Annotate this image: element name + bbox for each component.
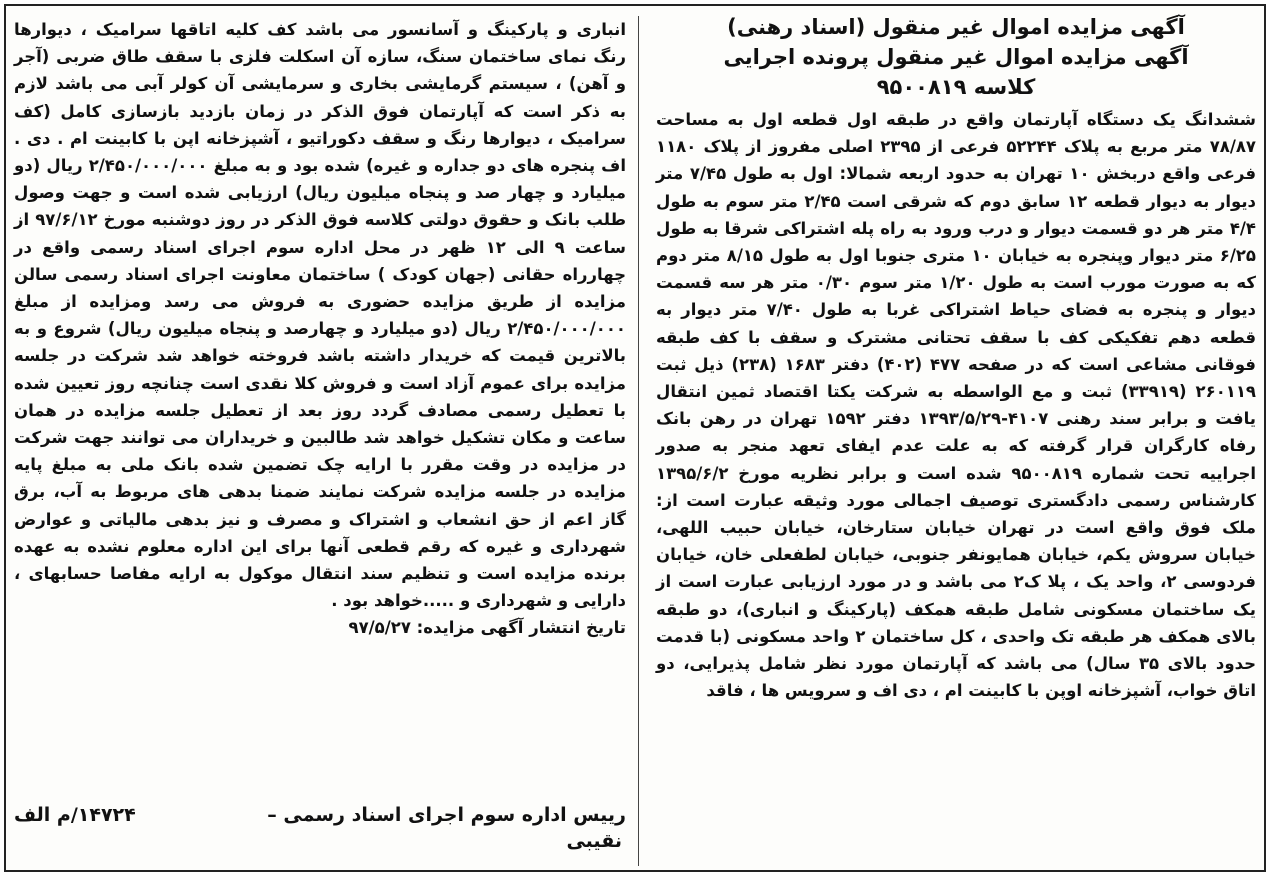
notice-frame [4,4,1266,872]
property-description: ششدانگ یک دستگاه آپارتمان واقع در طبقه اول قطعه اول به مساحت ۷۸/۸۷ متر مربع به پلاک ۵۲۲۴۴ فرعی از ۲۳۹۵ اصلی مفروز از پلاک ۱۱۸۰ فرعی واقع دربخش ۱۰ تهران به حدود اربعه شمالا: اول به طول ۷/۴۵ متر دیوار به دیوار قطعه ۱۲ سابق دوم که شرقی است ۲/۴۵ متر سوم به طول ۴/۴ متر هر دو قسمت دیوار و درب ورود به راه پله اشتراکی شرقا به طول ۶/۲۵ متر دیوار وپنجره به خیابان ۱۰ متری جنوبا اول به طول ۸/۱۵ متر دوم که به صورت مورب است به طول ۱/۲۰ متر سوم ۰/۳۰ متر هر سه قسمت دیوار و پنجره به فضای حیاط اشتراکی غربا به طول ۷/۴۰ متر دیوار به قطعه دهم تفکیکی کف با سقف تحتانی مشترک و سقف با کف طبقه فوقانی مشاعی است که در صفحه ۴۷۷ (۴۰۲) دفتر ۱۶۸۳ (۲۳۸) ذیل ثبت ۲۶۰۱۱۹ (۳۳۹۱۹) ثبت و مع الواسطه به شرکت یکتا اقتصاد ثمین انتقال یافت و برابر سند رهنی ۴۱۰۷-۱۳۹۳/۵/۲۹ دفتر ۱۵۹۲ تهران در رهن بانک رفاه کارگران قرار گرفته که به علت عدم ایفای تعهد منجر به صدور اجراییه تحت شماره ۹۵۰۰۸۱۹ شده است و برابر نظریه مورخ ۱۳۹۵/۶/۲ کارشناس رسمی دادگستری توصیف اجمالی مورد وثیقه عبارت است از: ملک فوق واقع است در تهران خیابان ستارخان، خیابان حبیب اللهی، خیابان سروش یکم، خیابان همایونفر جنوبی، خیابان لطفعلی خان، خیابان فردوسی ۲، واحد یک ، پلا ک۲ می باشد و در مورد ارزیابی عبارت است از یک ساختمان مسکونی شامل طبقه همکف (پارکینگ و انباری)، دو طبقه بالای همکف هر طبقه تک واحدی ، کل ساختمان ۲ واحد مسکونی (با قدمت حدود بالای ۳۵ سال) می باشد که آپارتمان مورد نظر شامل پذیرایی، دو اتاق خواب، آشپزخانه اوپن با کابینت ام ، دی اف و سرویس ها ، فاقد [656,110,1257,701]
left-column [14,16,626,642]
auction-terms: انباری و پارکینگ و آسانسور می باشد کف کلیه اتاقها سرامیک ، دیوارها رنگ نمای ساختمان سنگ، سازه آن اسکلت فلزی با سقف طاق ضربی (آجر و آهن) ، سیستم گرمایشی بخاری و سرمایشی آن کولر آبی می باشد لازم به ذکر است که آپارتمان فوق الذکر در زمان بازدید بازسازی کامل (کف سرامیک ، دیوارها رنگ و سقف دکوراتیو ، آشپزخانه اپن با کابینت ام . دی . اف پنجره های دو جداره و غیره) شده بود و به مبلغ ۲/۴۵۰/۰۰۰/۰۰۰ ریال (دو میلیارد و چهار صد و پنجاه میلیون ریال) ارزیابی شده است و جهت وصول طلب بانک و حقوق دولتی کلاسه فوق الذکر در روز دوشنبه مورخ ۹۷/۶/۱۲ از ساعت ۹ الی ۱۲ ظهر در محل اداره سوم اجرای اسناد رسمی واقع در چهارراه حقانی (جهان کودک ) ساختمان معاونت اجرای اسناد رسمی سالن مزایده از طریق مزایده حضوری به فروش می رسد ومزایده از مبلغ ۲/۴۵۰/۰۰۰/۰۰۰ ریال (دو میلیارد و چهارصد و پنجاه میلیون ریال) شروع و به بالاترین قیمت که خریدار داشته باشد فروخته خواهد شد شرکت در جلسه مزایده برای عموم آزاد است و فروش کلا نقدی است چنانچه روز تعیین شده با تعطیل رسمی مصادف گردد روز بعد از تعطیل جلسه مزایده در همان ساعت و مکان تشکیل خواهد شد طالبین و خریداران می توانند جهت شرکت در مزایده در وقت مقرر با ارایه چک تضمین شده بانک ملی به مبلغ پایه مزایده در جلسه مزایده شرکت نمایند ضمنا بدهی های مربوط به آب، برق گاز اعم از حق انشعاب و اشتراک و مصرف و نیز بدهی مالیاتی و عوارض شهرداری و غیره که رقم قطعی آنها برای این اداره معلوم نشده به عهده برنده مزایده است و تنظیم سند انتقال موکول به ارایه مفاصا حسابهای ، دارایی و شهرداری و .....خواهد بود . [14,20,626,611]
notice-subtitle: آگهی مزایده اموال غیر منقول پرونده اجرایی [723,45,1189,69]
signatory-name: نقیبی [566,830,622,852]
case-number: کلاسه ۹۵۰۰۸۱۹ [876,75,1036,99]
signature-block [14,802,626,854]
right-column [656,12,1256,704]
notice-title: آگهی مزایده اموال غیر منقول (اسناد رهنی) [727,15,1185,39]
reference-number: ۱۴۷۲۴/م الف [14,804,136,826]
signature-title: رییس اداره سوم اجرای اسناد رسمی – [267,804,626,826]
publication-date: تاریخ انتشار آگهی مزایده: ۹۷/۵/۲۷ [348,618,626,638]
column-divider [638,16,639,866]
